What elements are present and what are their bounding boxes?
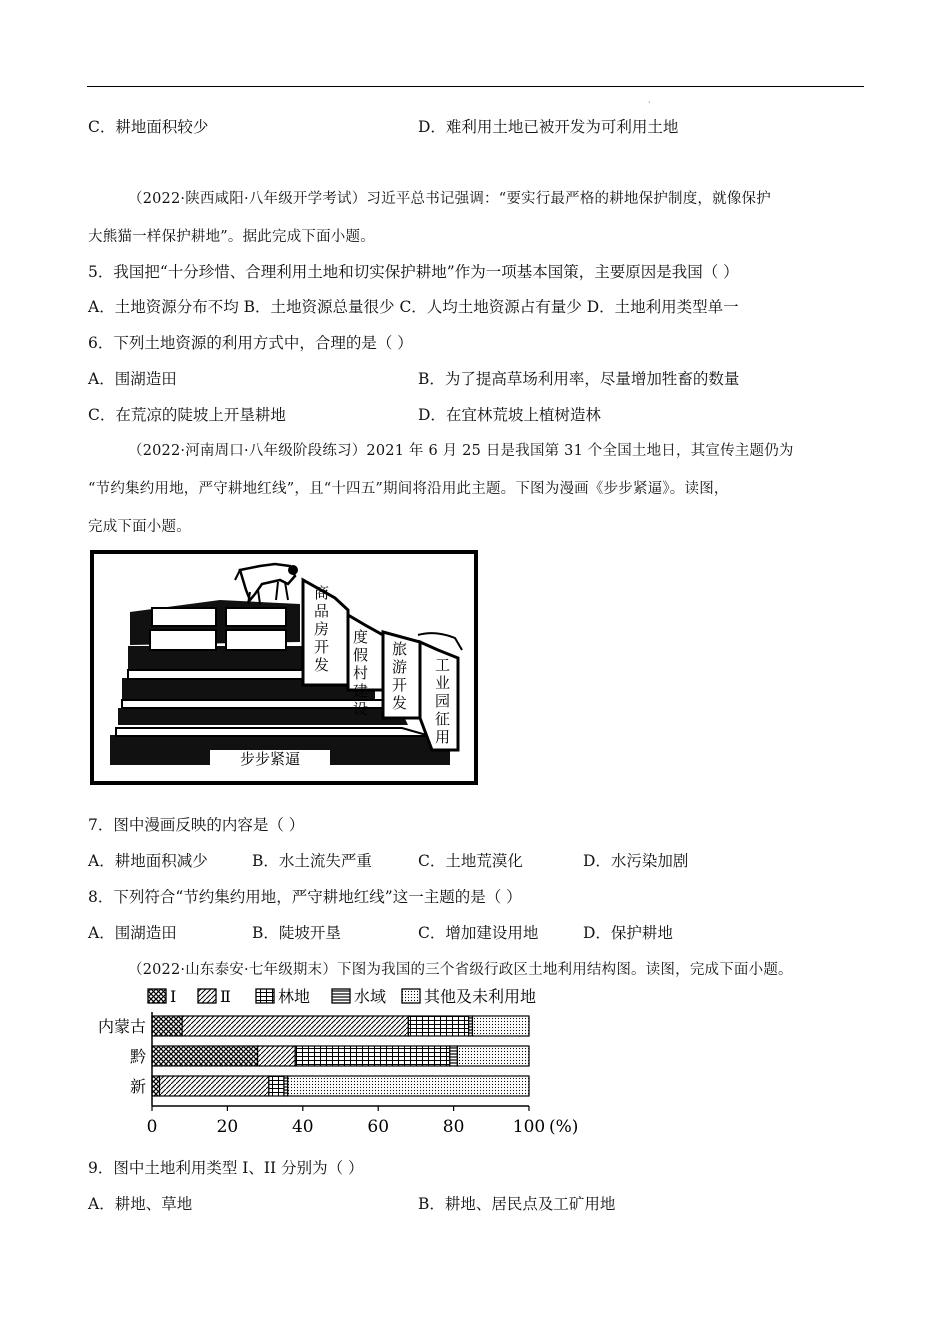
q8-option-d[interactable]: D．保护耕地 [583, 924, 673, 942]
q7-option-b[interactable]: B．水土流失严重 [252, 852, 372, 870]
label-step4-4: 用 [435, 728, 451, 746]
label-step1-4: 发 [314, 656, 330, 674]
legend-swatch-2 [256, 989, 274, 1003]
label-step2-3: 建 [353, 682, 369, 700]
intro1-line1: （2022·陕西咸阳·八年级开学考试）习近平总书记强调：“要实行最严格的耕地保护制度，就像保护 [128, 191, 771, 207]
q6-option-b[interactable]: B．为了提高草场利用率，尽量增加牲畜的数量 [418, 370, 740, 388]
label-step2-4: 设 [353, 700, 369, 718]
label-step1-0: 商 [314, 584, 330, 602]
legend-swatch-4 [402, 989, 420, 1003]
label-step3-1: 游 [392, 658, 408, 676]
cartoon-steps-image [90, 550, 478, 785]
bar-segment-1-1 [258, 1046, 296, 1066]
intro2-line3: 完成下面小题。 [88, 519, 191, 535]
bar-segment-2-2 [269, 1076, 284, 1096]
label-step4-0: 工 [435, 656, 451, 674]
bar-segment-1-3 [450, 1046, 458, 1066]
x-tick-label-2: 40 [291, 1117, 314, 1137]
legend-swatch-3 [332, 989, 350, 1003]
header-dot: · [648, 98, 651, 107]
bar-segment-1-0 [152, 1046, 258, 1066]
q7-option-c[interactable]: C．土地荒漠化 [418, 852, 523, 870]
x-tick-label-3: 60 [367, 1117, 390, 1137]
label-step3-2: 开 [392, 676, 408, 694]
intro1-line2: 大熊猫一样保护耕地”。据此完成下面小题。 [88, 229, 375, 245]
legend-swatch-0 [148, 989, 166, 1003]
x-tick-label-4: 80 [442, 1117, 465, 1137]
label-step4-1: 业 [435, 674, 451, 692]
label-step2-2: 村 [353, 664, 369, 682]
bar-segment-0-0 [152, 1016, 182, 1036]
q5-options[interactable]: A．土地资源分布不均 B．土地资源总量很少 C．人均土地资源占有量少 D．土地利用类型单一 [88, 298, 739, 316]
intro3-line1: （2022·山东泰安·七年级期末）下图为我国的三个省级行政区土地利用结构图。读图，完成下面小题。 [128, 962, 793, 978]
intro2-line2: “节约集约用地，严守耕地红线”，且“十四五”期间将沿用此主题。下图为漫画《步步紧逼》。读图， [88, 481, 729, 497]
q6-stem: 6．下列土地资源的利用方式中，合理的是（ ） [88, 334, 413, 352]
q6-option-c[interactable]: C．在荒凉的陡坡上开垦耕地 [88, 406, 286, 424]
header-rule [87, 86, 864, 87]
bar-segment-2-4 [288, 1076, 529, 1096]
q7-option-a[interactable]: A．耕地面积减少 [88, 852, 208, 870]
q8-option-b[interactable]: B．陡坡开垦 [252, 924, 341, 942]
label-step3-0: 旅 [392, 640, 408, 658]
x-tick-label-5: 100 [512, 1117, 546, 1137]
legend-swatch-1 [198, 989, 216, 1003]
legend-label-2: 林地 [278, 987, 311, 1006]
bar-segment-2-0 [152, 1076, 160, 1096]
legend-label-3: 水域 [354, 987, 387, 1006]
label-step1-3: 开 [314, 638, 330, 656]
category-label-0: 内蒙古 [97, 1017, 146, 1036]
bar-segment-0-2 [408, 1016, 468, 1036]
q9-stem: 9．图中土地利用类型 I、II 分别为（ ） [88, 1159, 364, 1177]
x-tick-label-1: 20 [216, 1117, 239, 1137]
q4-option-c[interactable]: C．耕地面积较少 [88, 118, 209, 136]
q7-option-d[interactable]: D．水污染加剧 [583, 852, 689, 870]
x-unit-label: (%) [549, 1117, 579, 1137]
label-step2-1: 假 [353, 646, 369, 664]
q7-stem: 7．图中漫画反映的内容是（ ） [88, 816, 305, 834]
intro2-line1: （2022·河南周口·八年级阶段练习）2021 年 6 月 25 日是我国第 31 个全国土地日，其宣传主题仍为 [128, 443, 794, 459]
label-step3-3: 发 [392, 694, 408, 712]
category-label-2: 新 [129, 1077, 146, 1096]
x-tick-label-0: 0 [146, 1117, 158, 1137]
q8-option-a[interactable]: A．围湖造田 [88, 924, 177, 942]
category-label-1: 黔 [129, 1047, 146, 1066]
bar-segment-0-1 [182, 1016, 408, 1036]
legend-label-0: Ⅰ [170, 987, 177, 1006]
land-use-chart [86, 984, 596, 1144]
q9-option-b[interactable]: B．耕地、居民点及工矿用地 [418, 1195, 616, 1213]
label-step4-3: 征 [435, 710, 451, 728]
legend-label-4: 其他及未利用地 [424, 987, 537, 1006]
q8-stem: 8．下列符合“节约集约用地，严守耕地红线”这一主题的是（ ） [88, 888, 522, 906]
q4-option-d[interactable]: D．难利用土地已被开发为可利用土地 [418, 118, 679, 136]
bar-segment-1-4 [457, 1046, 529, 1066]
label-step4-2: 园 [435, 692, 451, 710]
q5-stem: 5．我国把“十分珍惜、合理利用土地和切实保护耕地”作为一项基本国策，主要原因是我国（ ） [88, 263, 739, 281]
q6-option-d[interactable]: D．在宜林荒坡上植树造林 [418, 406, 601, 424]
bar-segment-1-2 [295, 1046, 450, 1066]
label-step2-0: 度 [353, 628, 369, 646]
q8-option-c[interactable]: C．增加建设用地 [418, 924, 539, 942]
q9-option-a[interactable]: A．耕地、草地 [88, 1195, 193, 1213]
bar-segment-2-1 [160, 1076, 269, 1096]
legend-label-1: Ⅱ [220, 987, 231, 1006]
q6-option-a[interactable]: A．围湖造田 [88, 370, 177, 388]
bar-segment-0-4 [472, 1016, 529, 1036]
label-step1-2: 房 [314, 620, 330, 638]
label-step1-1: 品 [314, 602, 330, 620]
cartoon-title: 步步紧逼 [239, 750, 301, 768]
